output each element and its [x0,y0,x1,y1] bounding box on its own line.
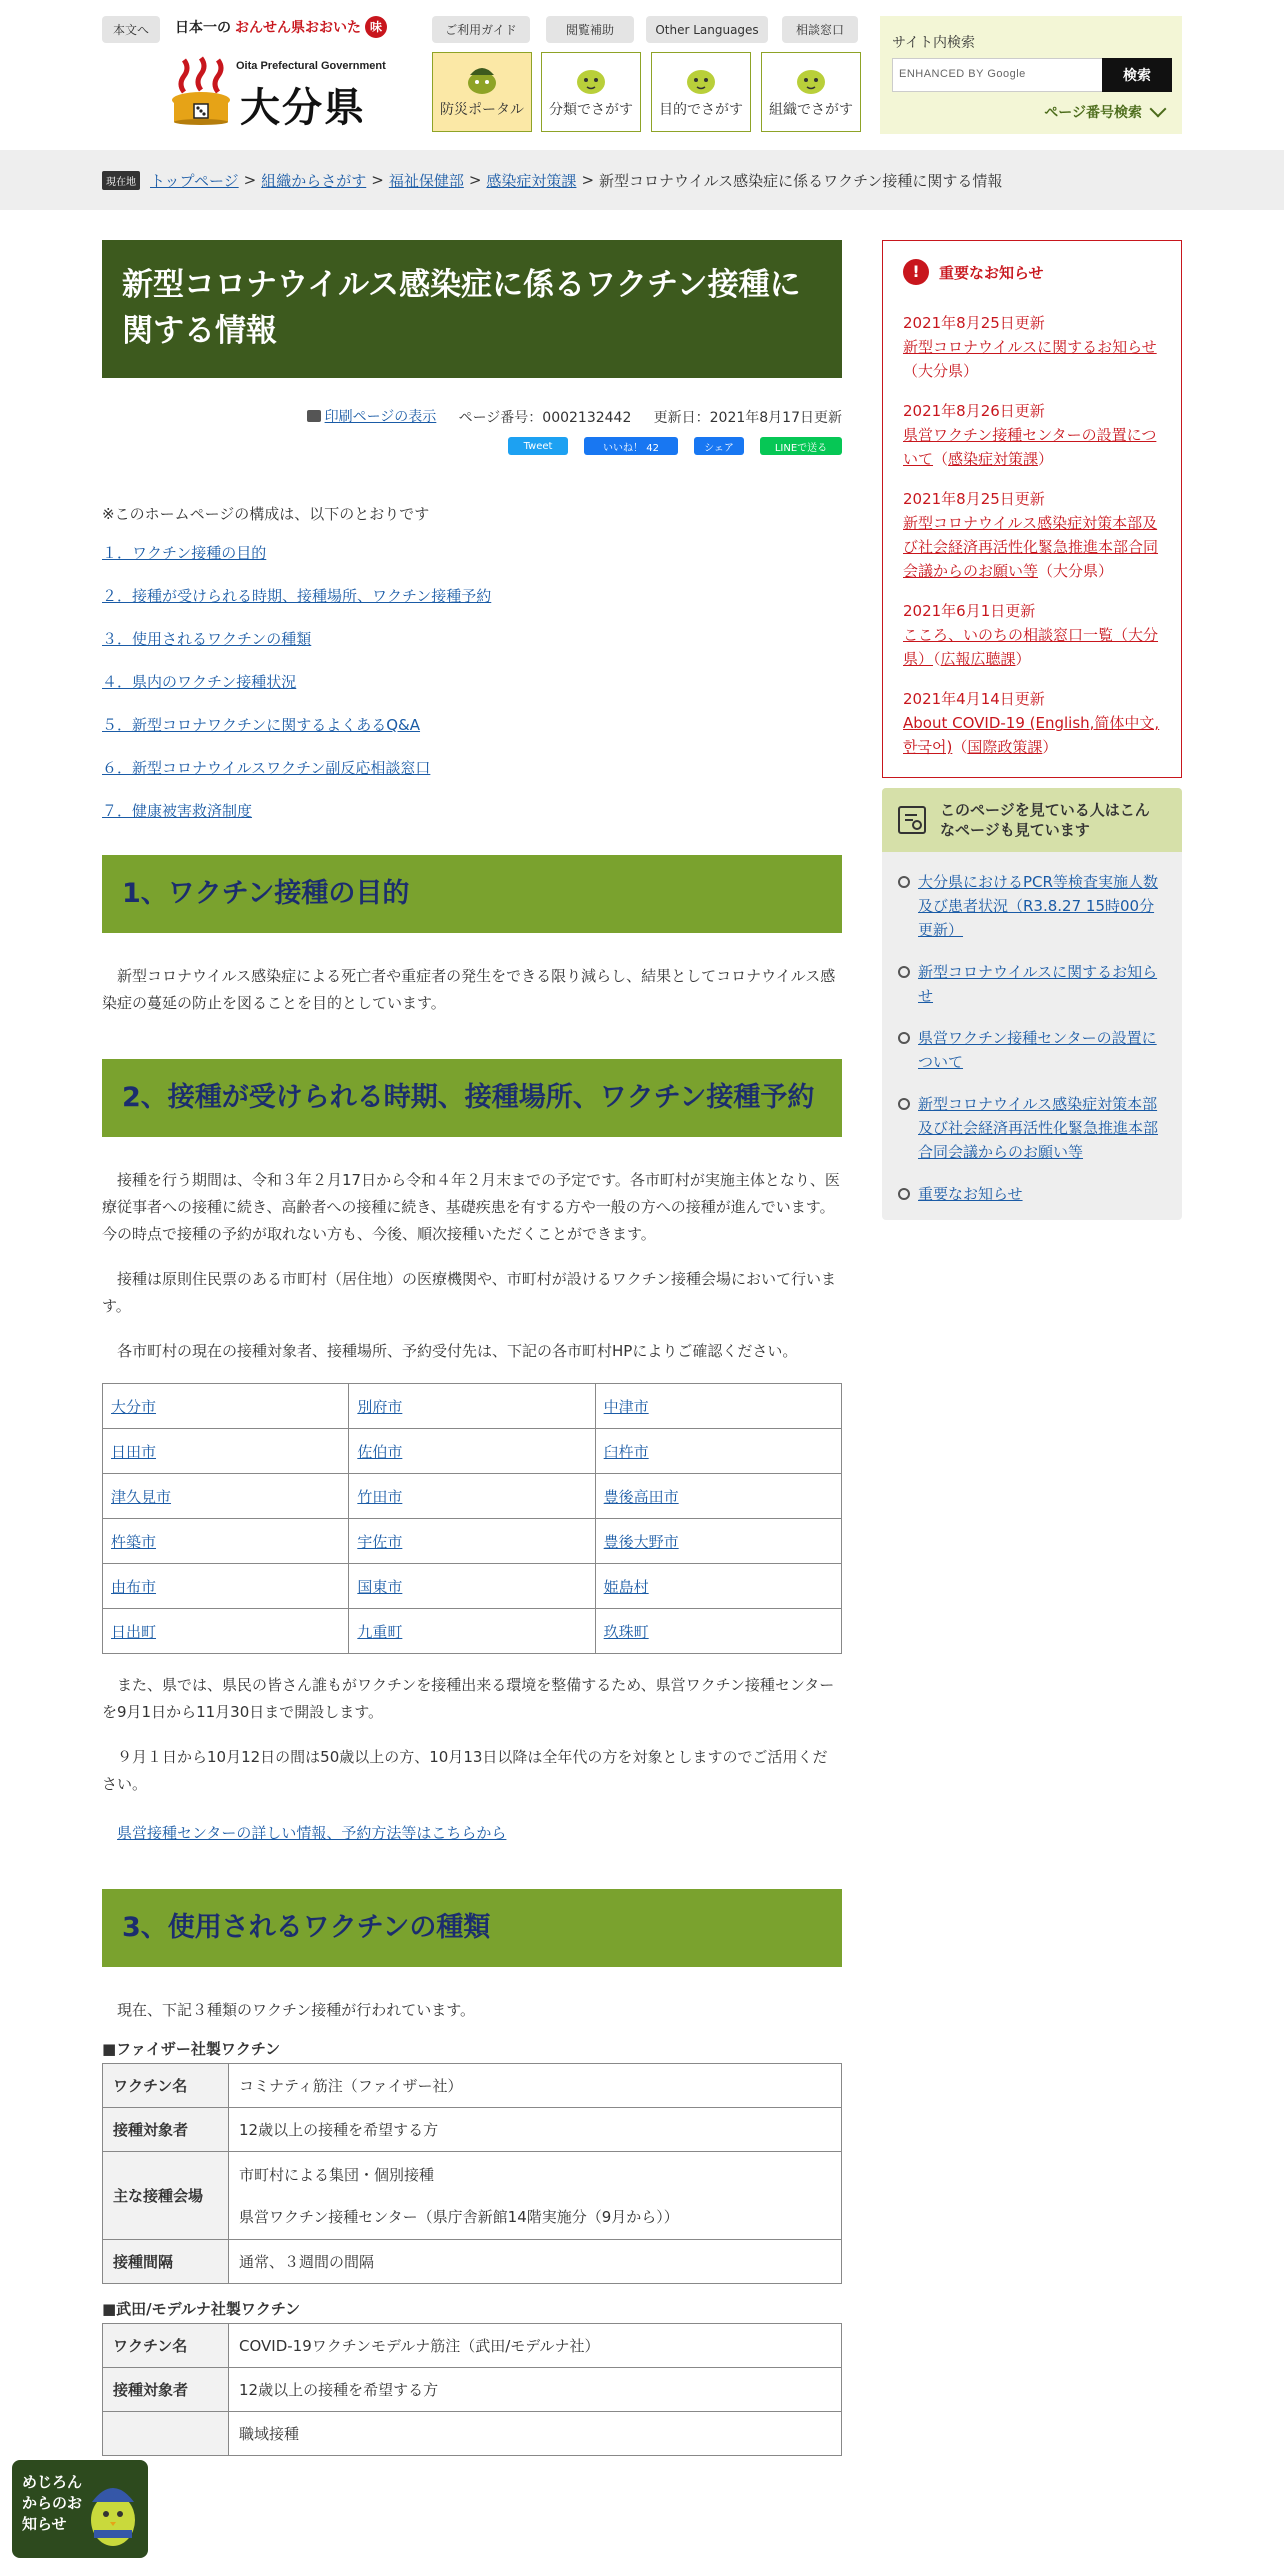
table-cell [103,1519,349,1564]
notice-dept: （ [933,450,949,468]
section-heading-1: 1、ワクチン接種の目的 [102,855,842,933]
facebook-share-button[interactable]: シェア [694,437,744,455]
breadcrumb-link-organization[interactable]: 組織からさがす [261,171,367,190]
table-cell [349,1384,595,1429]
nav-disaster-portal[interactable] [432,52,532,132]
section-2-paragraph: また、県では、県民の皆さん誰もがワクチンを接種出来る環境を整備するため、県営ワクチン接種センターを9月1日から11月30日まで開設します。 [102,1676,835,1721]
related-link[interactable]: 新型コロナウイルスに関するお知らせ [918,963,1158,1005]
table-header: 接種対象者 [103,2108,229,2152]
notice-item [903,487,1161,583]
notice-dept-end: ） [1042,738,1058,756]
nav-label: 防災ポータル [440,102,524,118]
table-cell: 通常、３週間の間隔 [229,2240,842,2284]
notice-date: 2021年8月25日更新 [903,314,1045,332]
section-heading-2: 2、接種が受けられる時期、接種場所、ワクチン接種予約 [102,1059,842,1137]
toc-link[interactable]: １．ワクチン接種の目的 [102,544,267,562]
print-page-link[interactable]: 印刷ページの表示 [324,409,437,425]
notices-title: 重要なお知らせ [939,263,1044,282]
document-eye-icon [898,806,926,834]
related-item [882,1092,1182,1164]
category-mascot-icon [572,63,610,95]
table-of-contents [102,542,842,821]
section-2-paragraph: 接種は原則住民票のある市町村（居住地）の医療機関や、市町村が設けるワクチン接種会場において行います。 [102,1270,836,1315]
table-row [103,1564,842,1609]
usage-guide-link[interactable]: ご利用ガイド [432,16,530,43]
toc-item [102,585,842,606]
toc-item [102,542,842,563]
notice-date: 2021年4月14日更新 [903,690,1045,708]
table-row [103,2108,842,2152]
site-search [880,16,1182,134]
table-cell: コミナティ筋注（ファイザー社） [229,2064,842,2108]
table-cell [595,1429,841,1474]
table-cell [595,1519,841,1564]
related-item [882,1182,1182,1206]
table-row [103,2240,842,2284]
center-info-link[interactable]: 県営接種センターの詳しい情報、予約方法等はこちらから [117,1824,507,1842]
table-header: ワクチン名 [103,2324,229,2368]
table-cell [595,1384,841,1429]
breadcrumb-separator: > [371,171,384,189]
table-cell [595,1564,841,1609]
updated-date: 更新日：2021年8月17日更新 [653,410,842,426]
notice-dept-end: ） [1015,650,1031,668]
nav-by-category[interactable] [541,52,641,132]
notice-dept: （ [933,650,941,668]
notice-item [903,687,1161,759]
notice-link[interactable]: 新型コロナウイルス感染症対策本部及び社会経済再活性化緊急推進本部合同会議からのお願い等 [903,514,1159,580]
notice-date: 2021年6月1日更新 [903,602,1036,620]
related-link[interactable]: 重要なお知らせ [918,1185,1023,1203]
onsen-logo-icon [170,56,232,126]
mejiron-mascot-icon [84,2478,142,2550]
important-notices [882,240,1182,778]
notice-item [903,311,1161,383]
related-item [882,1026,1182,1074]
mejiron-notice-label: めじろんからのお知らせ [22,2473,83,2533]
intro-text: ※このホームページの構成は、以下のとおりです [102,505,430,523]
exclamation-icon: ! [903,259,929,285]
pfizer-heading: ■ファイザー社製ワクチン [102,2040,281,2058]
city-link[interactable]: 津久見市 [111,1487,172,1506]
nav-label: 組織でさがす [769,102,853,118]
table-cell [349,1609,595,1654]
chevron-down-icon [1150,101,1167,118]
table-cell [103,1609,349,1654]
link-icon [898,966,910,978]
mejiron-notice-button[interactable] [12,2460,148,2558]
page-number-search-label: ページ番号検索 [1044,105,1142,121]
table-header: ワクチン名 [103,2064,229,2108]
page-number-search-toggle[interactable] [1044,102,1164,122]
city-link[interactable]: 別府市 [357,1397,403,1416]
table-row [103,1384,842,1429]
link-icon [898,1032,910,1044]
section-heading-3: 3、使用されるワクチンの種類 [102,1889,842,1967]
toc-link[interactable]: ２．接種が受けられる時期、接種場所、ワクチン接種予約 [102,587,492,605]
city-link[interactable]: 豊後高田市 [603,1487,679,1506]
city-link[interactable]: 竹田市 [357,1487,403,1506]
city-link[interactable]: 日出町 [111,1622,157,1641]
notice-date: 2021年8月25日更新 [903,490,1045,508]
pfizer-table [102,2063,842,2284]
related-title: このページを見ている人はこんなページも見ています [940,801,1150,839]
table-cell: 12歳以上の接種を希望する方 [229,2368,842,2412]
notice-item [903,399,1161,471]
toc-item [102,714,842,735]
search-label: サイト内検索 [892,35,976,51]
table-row [103,1429,842,1474]
notice-dept: （大分県） [1038,562,1114,580]
breadcrumb-link-top[interactable]: トップページ [150,171,239,190]
other-languages-link[interactable]: Other Languages [646,16,768,43]
table-header: 接種間隔 [103,2240,229,2284]
page-title: 新型コロナウイルス感染症に係るワクチン接種に関する情報 [102,240,842,378]
table-cell: 12歳以上の接種を希望する方 [229,2108,842,2152]
table-cell [349,1564,595,1609]
notice-dept-link[interactable]: 国際政策課 [967,738,1043,756]
city-link[interactable]: 中津市 [603,1397,649,1416]
table-cell [349,1519,595,1564]
tagline-highlight: おんせん県おおいた [235,20,361,36]
breadcrumb-tag: 現在地 [102,171,140,190]
nav-label: 目的でさがす [659,102,743,118]
table-cell: 職域接種 [229,2412,842,2456]
social-buttons [102,437,842,455]
breadcrumb-link-welfare[interactable]: 福祉保健部 [388,171,464,190]
city-link[interactable]: 杵築市 [111,1532,157,1551]
section-2-paragraph: 各市町村の現在の接種対象者、接種場所、予約受付先は、下記の各市町村HPによりご確認ください。 [117,1342,798,1360]
link-icon [898,1188,910,1200]
notice-dept: （大分県） [903,362,979,380]
section-3-paragraph: 現在、下記３種類のワクチン接種が行われています。 [117,2001,476,2019]
line-share-button[interactable]: LINEで送る [760,437,842,455]
city-link[interactable]: 国東市 [357,1577,403,1596]
nav-label: 分類でさがす [549,102,633,118]
breadcrumb-link-infection[interactable]: 感染症対策課 [486,171,577,190]
tweet-button[interactable]: Tweet [508,437,568,455]
table-cell [595,1609,841,1654]
related-link[interactable]: 県営ワクチン接種センターの設置について [918,1029,1157,1071]
city-link[interactable]: 大分市 [111,1397,157,1416]
onsen-badge-icon: 味 [365,16,387,38]
breadcrumb-separator: > [243,171,257,189]
main-content [102,240,842,2456]
city-link[interactable]: 姫島村 [603,1577,649,1596]
table-row [103,1474,842,1519]
related-link[interactable]: 新型コロナウイルス感染症対策本部及び社会経済再活性化緊急推進本部合同会議からのお願い等 [918,1095,1159,1161]
toc-link[interactable]: ５．新型コロナワクチンに関するよくあるQ&A [102,716,421,734]
site-logo[interactable] [170,56,386,131]
toc-link[interactable]: ７．健康被害救済制度 [102,802,253,820]
notice-link[interactable]: 新型コロナウイルスに関するお知らせ [903,338,1157,356]
toc-item [102,800,842,821]
venue-line: 県営ワクチン接種センター（県庁舎新館14階実施分（9月から）） [239,2207,679,2226]
toc-link[interactable]: ３．使用されるワクチンの種類 [102,630,312,648]
table-cell: COVID-19ワクチンモデルナ筋注（武田/モデルナ社） [229,2324,842,2368]
table-cell [103,1564,349,1609]
notice-dept-link[interactable]: 広報広聴課 [940,650,1016,668]
section-2-paragraph: ９月１日から10月12日の間は50歳以上の方、10月13日以降は全年代の方を対象としますのでご活用ください。 [102,1748,828,1793]
link-icon [898,1098,910,1110]
search-input[interactable]: ENHANCED BY Google [892,58,1104,92]
toc-link[interactable]: ４．県内のワクチン接種状況 [102,673,297,691]
city-link[interactable]: 臼杵市 [603,1442,649,1461]
related-header [882,788,1182,852]
table-cell [103,1384,349,1429]
printer-icon [307,410,321,422]
breadcrumb-current: 新型コロナウイルス感染症に係るワクチン接種に関する情報 [599,171,1003,190]
accessibility-link[interactable]: 閲覧補助 [546,16,634,43]
notices-header [903,259,1161,285]
moderna-table [102,2323,842,2456]
notice-link[interactable]: About COVID-19 (English,简体中文,한국어) [903,714,1160,756]
notice-dept-link[interactable]: 感染症対策課 [948,450,1039,468]
table-cell [229,2152,842,2240]
purpose-mascot-icon [682,63,720,95]
logo-japanese: 大分県 [240,84,366,131]
table-header: 主な接種会場 [103,2152,229,2240]
toc-item [102,757,842,778]
site-header [0,0,1284,150]
link-icon [898,876,910,888]
logo-english: Oita Prefectural Government [236,60,386,72]
table-header: 接種対象者 [103,2368,229,2412]
related-pages [882,788,1182,1220]
municipality-table [102,1383,842,1654]
toc-item [102,628,842,649]
section-2-paragraph: 接種を行う期間は、令和３年２月17日から令和４年２月末までの予定です。各市町村が実施主体となり、医療従事者への接種に続き、高齢者への接種に続き、基礎疾患を有する方や一般の方への接種が進んでいます。今の時点で接種の予約が取れない方も、今後、順次接種いただくことができます。 [102,1171,840,1243]
related-item [882,960,1182,1008]
toc-link[interactable]: ６．新型コロナウイルスワクチン副反応相談窓口 [102,759,431,777]
nav-by-purpose[interactable] [651,52,751,132]
breadcrumb-separator: > [468,171,482,189]
city-link[interactable]: 日田市 [111,1442,157,1461]
notice-link[interactable]: 県営ワクチン接種センターの設置について [903,426,1157,468]
table-row [103,2368,842,2412]
facebook-like-button[interactable]: いいね！ 42 [584,437,678,455]
center-info-paragraph [102,1820,842,1847]
breadcrumb [0,150,1284,210]
nav-by-organization[interactable] [761,52,861,132]
city-link[interactable]: 宇佐市 [357,1532,403,1551]
table-row [103,2064,842,2108]
breadcrumb-separator: > [581,171,595,189]
table-cell [595,1474,841,1519]
venue-line: 市町村による集団・個別接種 [239,2165,435,2184]
moderna-heading: ■武田/モデルナ社製ワクチン [102,2300,301,2318]
disaster-mascot-icon [463,63,501,95]
table-cell [349,1474,595,1519]
related-item [882,870,1182,942]
table-cell [103,1429,349,1474]
consultation-link[interactable]: 相談窓口 [782,16,858,43]
skip-to-content-link[interactable]: 本文へ [102,16,160,43]
notice-date: 2021年8月26日更新 [903,402,1045,420]
city-link[interactable]: 九重町 [357,1622,403,1641]
city-link[interactable]: 玖珠町 [603,1622,649,1641]
toc-item [102,671,842,692]
section-1-paragraph: 新型コロナウイルス感染症による死亡者や重症者の発生をできる限り減らし、結果としてコロナウイルス感染症の蔓延の防止を図ることを目的としています。 [102,967,836,1012]
table-cell [349,1429,595,1474]
related-link[interactable]: 大分県におけるPCR等検査実施人数及び患者状況（R3.8.27 15時00分更新） [918,873,1158,939]
notice-item [903,599,1161,671]
table-row [103,2412,842,2456]
organization-mascot-icon [792,63,830,95]
table-row [103,1609,842,1654]
table-row [103,1519,842,1564]
page-meta [102,406,842,427]
sidebar [882,240,1182,1220]
notice-dept-end: ） [1038,450,1054,468]
city-link[interactable]: 由布市 [111,1577,157,1596]
table-cell [103,1474,349,1519]
tagline-prefix: 日本一の [175,20,231,36]
table-row [103,2324,842,2368]
notice-link[interactable]: こころ、いのちの相談窓口一覧（大分県） [903,626,1159,668]
tagline [175,16,387,38]
table-row [103,2152,842,2240]
city-link[interactable]: 豊後大野市 [603,1532,679,1551]
notice-dept: （ [952,738,968,756]
search-button[interactable]: 検索 [1102,58,1172,92]
table-header [103,2412,229,2456]
city-link[interactable]: 佐伯市 [357,1442,403,1461]
page-number: ページ番号：0002132442 [458,410,632,426]
